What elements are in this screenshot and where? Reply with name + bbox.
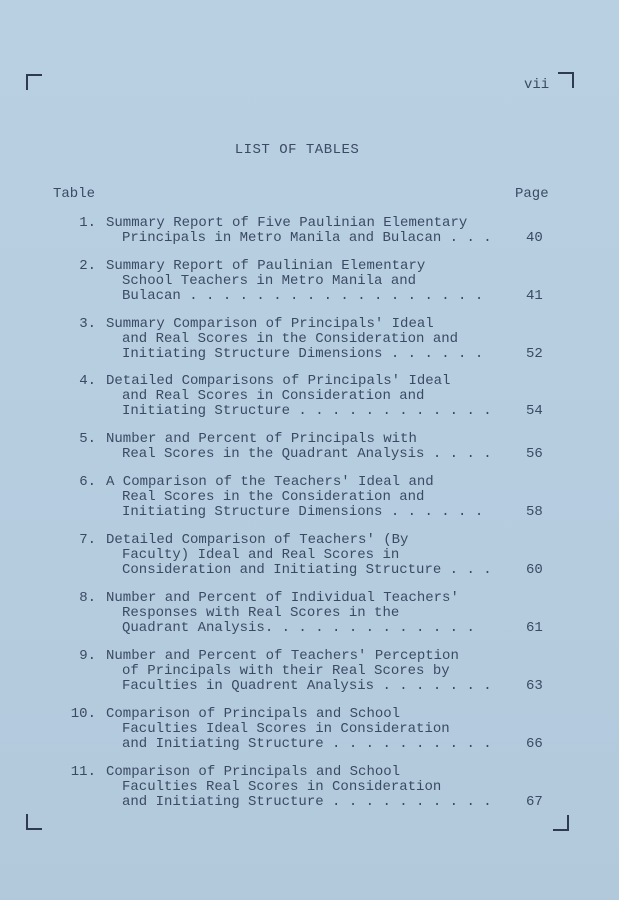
column-header-table: Table [53, 186, 96, 202]
entry-title: Summary Comparison of Principals' Ideal and Real Scores in the Consideration and Initiating Structure Dimensions . . . . . . [106, 317, 484, 362]
table-entry [0, 707, 619, 752]
entry-page: 40 [526, 230, 543, 246]
entry-page: 54 [526, 403, 543, 419]
entry-title: Detailed Comparisons of Principals' Ideal and Real Scores in Consideration and Initiating Structure . . . . . . . . . . . . [106, 374, 492, 419]
table-entry [0, 216, 619, 246]
entry-title: Detailed Comparison of Teachers' (By Faculty) Ideal and Real Scores in Consideration and Initiating Structure . . . [106, 533, 492, 578]
entry-number: 5. [79, 431, 96, 447]
entry-title: Number and Percent of Principals with Real Scores in the Quadrant Analysis . . . . [106, 432, 492, 462]
table-entry [0, 374, 619, 419]
table-entry [0, 475, 619, 520]
entry-title: Number and Percent of Teachers' Perception of Principals with their Real Scores by Faculties in Quadrent Analysis . . . . . . . [106, 649, 492, 694]
entry-number: 7. [79, 532, 96, 548]
entry-title: Comparison of Principals and School Faculties Ideal Scores in Consideration and Initiating Structure . . . . . . . . . . [106, 707, 492, 752]
page-number: vii [524, 77, 550, 93]
table-entry [0, 765, 619, 810]
entry-page: 67 [526, 794, 543, 810]
entry-number: 4. [79, 373, 96, 389]
entry-number: 6. [79, 474, 96, 490]
table-entry [0, 432, 619, 462]
entry-page: 61 [526, 620, 543, 636]
entry-page: 41 [526, 288, 543, 304]
entry-title: Summary Report of Five Paulinian Elementary Principals in Metro Manila and Bulacan . . . [106, 216, 492, 246]
page-title: LIST OF TABLES [234, 142, 360, 158]
entry-number: 11. [70, 764, 96, 780]
crop-mark-top-left [26, 74, 42, 90]
entry-number: 1. [79, 215, 96, 231]
crop-mark-top-right [558, 72, 574, 88]
entry-page: 60 [526, 562, 543, 578]
entry-page: 66 [526, 736, 543, 752]
table-entry [0, 259, 619, 304]
table-entry [0, 649, 619, 694]
entry-number: 3. [79, 316, 96, 332]
crop-mark-bottom-right [553, 815, 569, 831]
table-entry [0, 533, 619, 578]
entry-number: 8. [79, 590, 96, 606]
entry-title: Comparison of Principals and School Faculties Real Scores in Consideration and Initiating Structure . . . . . . . . . . [106, 765, 492, 810]
entry-title: Number and Percent of Individual Teachers' Responses with Real Scores in the Quadrant Analysis. . . . . . . . . . . . . [106, 591, 475, 636]
table-entry [0, 317, 619, 362]
entry-number: 2. [79, 258, 96, 274]
entry-number: 9. [79, 648, 96, 664]
entry-page: 58 [526, 504, 543, 520]
entry-number: 10. [70, 706, 96, 722]
entry-page: 52 [526, 346, 543, 362]
entry-page: 56 [526, 446, 543, 462]
entry-page: 63 [526, 678, 543, 694]
table-entry [0, 591, 619, 636]
crop-mark-bottom-left [26, 814, 42, 830]
entry-title: A Comparison of the Teachers' Ideal and Real Scores in the Consideration and Initiating Structure Dimensions . . . . . . [106, 475, 484, 520]
column-header-page: Page [515, 186, 549, 202]
entry-title: Summary Report of Paulinian Elementary School Teachers in Metro Manila and Bulacan . . . . . . . . . . . . . . . . . . [106, 259, 484, 304]
